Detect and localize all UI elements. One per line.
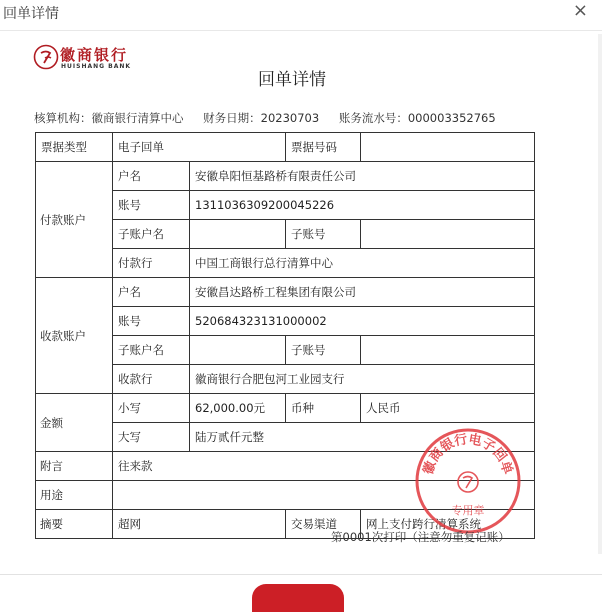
- org-label: 核算机构：: [34, 111, 92, 125]
- date-meta: [203, 111, 319, 125]
- payee-name-value: 安徽昌达路桥工程集团有限公司: [190, 278, 535, 307]
- table-row: [36, 278, 535, 307]
- payer-sub-no-label: 子账号: [286, 220, 361, 249]
- date-label: 财务日期：: [203, 111, 261, 125]
- document-title: 回单详情: [258, 70, 326, 90]
- payee-sub-name-label: 子账户名: [113, 336, 190, 365]
- currency-value: 人民币: [361, 394, 535, 423]
- purpose-label: 用途: [36, 481, 113, 510]
- svg-text:徽商银行电子回单: 徽商银行电子回单: [421, 432, 515, 477]
- dialog-header: [0, 0, 602, 28]
- ticket-type-value: 电子回单: [113, 133, 286, 162]
- table-row: [36, 481, 535, 510]
- date-value: 20230703: [260, 111, 320, 125]
- channel-value: 网上支付跨行清算系统: [361, 510, 535, 539]
- payee-group-label: 收款账户: [36, 278, 113, 394]
- amount-group-label: 金额: [36, 394, 113, 452]
- ticket-no-value: [361, 133, 535, 162]
- table-row: [36, 452, 535, 481]
- amount-lower-label: 小写: [113, 394, 190, 423]
- serial-value: 000003352765: [407, 111, 496, 125]
- payee-account-label: 账号: [113, 307, 190, 336]
- amount-lower-value: 62,000.00元: [190, 394, 286, 423]
- remark-label: 附言: [36, 452, 113, 481]
- print-button[interactable]: [252, 584, 344, 612]
- serial-meta: [339, 111, 496, 125]
- meta-row: [34, 110, 512, 126]
- channel-label: 交易渠道: [286, 510, 361, 539]
- print-count-note: 第0001次打印（注意勿重复记账）: [331, 530, 510, 544]
- serial-label: 账务流水号：: [338, 111, 408, 125]
- amount-upper-label: 大写: [113, 423, 190, 452]
- payer-account-value: 1311036309200045226: [190, 191, 535, 220]
- payer-name-label: 户名: [113, 162, 190, 191]
- payer-sub-name-label: 子账户名: [113, 220, 190, 249]
- remark-value: 往来款: [113, 452, 535, 481]
- payer-name-value: 安徽阜阳恒基路桥有限责任公司: [190, 162, 535, 191]
- payee-sub-name-value: [190, 336, 286, 365]
- bank-logo-cn: 徽商银行: [60, 46, 129, 64]
- payee-sub-no-value: [361, 336, 535, 365]
- table-row: [36, 162, 535, 191]
- payee-sub-no-label: 子账号: [286, 336, 361, 365]
- receipt-document: [0, 34, 598, 574]
- payee-name-label: 户名: [113, 278, 190, 307]
- summary-value: 超网: [113, 510, 286, 539]
- purpose-value: [113, 481, 535, 510]
- ticket-type-label: 票据类型: [36, 133, 113, 162]
- dialog-title: 回单详情: [3, 6, 59, 22]
- payee-bank-label: 收款行: [113, 365, 190, 394]
- amount-upper-value: 陆万贰仟元整: [190, 423, 535, 452]
- bank-logo-en: HUISHANG BANK: [61, 63, 132, 70]
- org-value: 徽商银行清算中心: [91, 111, 184, 125]
- scrollbar[interactable]: [598, 34, 602, 554]
- org-meta: [34, 111, 184, 125]
- payer-bank-value: 中国工商银行总行清算中心: [190, 249, 535, 278]
- currency-label: 币种: [286, 394, 361, 423]
- table-row: [36, 394, 535, 423]
- header-divider: [0, 30, 602, 31]
- payer-group-label: 付款账户: [36, 162, 113, 278]
- ticket-no-label: 票据号码: [286, 133, 361, 162]
- receipt-table: [35, 132, 535, 539]
- payer-bank-label: 付款行: [113, 249, 190, 278]
- close-icon[interactable]: ×: [572, 0, 588, 21]
- payer-sub-no-value: [361, 220, 535, 249]
- payer-sub-name-value: [190, 220, 286, 249]
- summary-label: 摘要: [36, 510, 113, 539]
- payee-account-value: 520684323131000002: [190, 307, 535, 336]
- table-row: [36, 133, 535, 162]
- payer-account-label: 账号: [113, 191, 190, 220]
- payee-bank-value: 徽商银行合肥包河工业园支行: [190, 365, 535, 394]
- svg-text:专用章: 专用章: [451, 504, 485, 517]
